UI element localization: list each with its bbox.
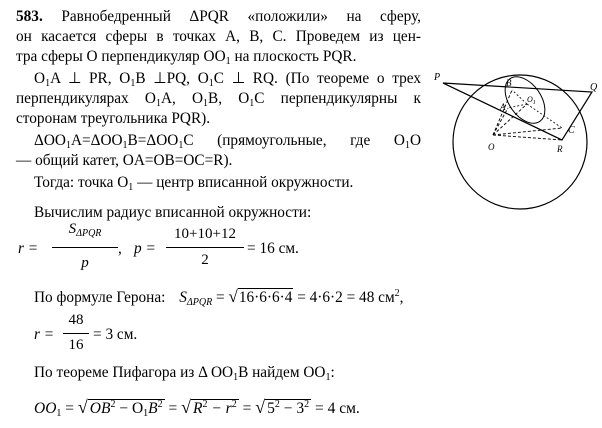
formula1-pbar — [166, 247, 244, 248]
final-formula: $OO_1$ = √ $OB^2 - O_1B^2$ = √ $R^2 - r^2$ = √ $5^2 - 3^2 = 4$ см. — [34, 397, 360, 419]
equal-line-2: — общий катет, OA=OB=OC=R). — [16, 152, 233, 169]
pyth-line: По теореме Пифагора из Δ $OO_1B$ найдем $OO_1$: — [34, 364, 335, 383]
label-a: A — [500, 102, 506, 112]
dash-oc — [493, 128, 562, 135]
problem-line-2: он касается сферы в точках A, B, C. Проведем из цен- — [16, 28, 421, 45]
equal-line-1: $\Delta OO_1A=\Delta OO_1B=\Delta OO_1C$ (прямоугольные, где $O_1O$ — [34, 132, 421, 151]
problem-line-1: 583. Равнобедренный ΔPQR «положили» на сферу, — [16, 8, 422, 25]
formula-r-lhs: r = — [34, 326, 55, 343]
formula1-r: r = — [18, 240, 39, 257]
perp-line-1: $O_1A$ ⊥ PR, $O_1B$ ⊥PQ, $O_1C$ ⊥ RQ. (По теореме о трех — [34, 70, 421, 89]
formula-r-den: 16 — [68, 337, 84, 353]
formula1-p: p = — [134, 240, 156, 257]
formula1-pnum: 10+10+12 — [174, 226, 236, 242]
formula-r-num: 48 — [68, 312, 84, 328]
geometry-figure — [430, 60, 602, 210]
perp-line-2: перпендикулярах $O_1A$, $O_1B$, $O_1C$ перпендикулярны к — [16, 90, 421, 109]
formula1-comma: , — [118, 240, 122, 257]
compute-line: Вычислим радиус вписанной окружности: — [34, 204, 312, 221]
formula1-num: $S_{\Delta PQR}$ — [68, 221, 102, 239]
dash-oa — [493, 108, 508, 135]
formula1-pden: 2 — [201, 252, 209, 268]
dash-ob — [493, 90, 512, 135]
problem-number: 583. — [16, 8, 43, 25]
label-b: B — [506, 78, 512, 88]
formula-r-res: = 3 см. — [93, 326, 138, 343]
label-r: R — [557, 144, 563, 154]
dash-or — [493, 135, 562, 140]
heron-line: По формуле Герона: $S_{\Delta PQR} = √16\cdot 6\cdot 6\cdot 4 = 4\cdot 6\cdot 2 = 48$ $см^2$, — [34, 287, 404, 308]
perp-line-3: сторонам треугольника PQR). — [16, 110, 211, 127]
formula1-pres: = 16 см. — [247, 240, 299, 257]
then-line: Тогда: точка $O_1$ — центр вписанной окружности. — [34, 174, 354, 193]
formula-r-bar — [63, 333, 89, 334]
label-c: C — [568, 125, 575, 136]
sphere-circle — [453, 75, 587, 209]
label-p: P — [434, 72, 441, 83]
label-o1: $O_1$ — [527, 95, 536, 106]
label-o: O — [488, 142, 495, 152]
problem-line-3: тра сферы O перпендикуляр $OO_1$ на плоскость PQR. — [16, 48, 357, 67]
formula1-den: p — [81, 255, 89, 271]
formula1-bar — [52, 247, 118, 248]
dash-o1b — [512, 90, 527, 104]
label-q: Q — [590, 82, 598, 93]
